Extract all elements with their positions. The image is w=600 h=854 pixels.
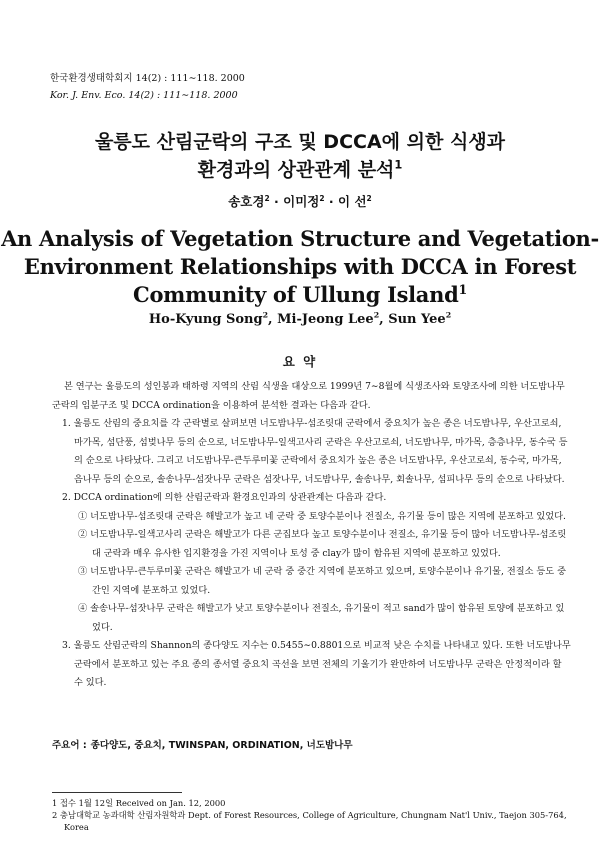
- title-korean-line2: 환경과의 상관관계 분석$^1$: [197, 157, 403, 181]
- author-en-3: Sun Yee: [388, 312, 446, 327]
- authors-english: Ho-Kyung Song$^2$, Mi-Jeong Lee$^2$, Sun Yee$^2$: [148, 310, 452, 327]
- journal-citation-en: Kor. J. Env. Eco. 14(2) : 111∼118. 2000: [50, 90, 238, 101]
- abstract-body: [52, 378, 572, 693]
- keywords: [52, 737, 353, 751]
- title-english-line2: Environment Relationships with DCCA in Forest: [23, 254, 577, 279]
- abstract-subitem-1: ① 너도밤나무-섬조릿대 군락은 해발고가 높고 네 군락 중 토양수분이나 전질소, 유기물 등이 많은 지역에 분포하고 있었다.: [78, 510, 566, 522]
- footnote-divider: [52, 792, 182, 793]
- footnotes: [52, 797, 582, 833]
- title-en-footnote-marker: 1: [458, 282, 467, 297]
- footnote-1: 1 접수 1월 12일 Received on Jan. 12, 2000: [52, 798, 226, 808]
- journal-citation-ko: 한국환경생태학회지 14(2) : 111∼118. 2000: [50, 73, 245, 84]
- abstract-intro: 본 연구는 울릉도의 성인봉과 태하령 지역의 산림 식생을 대상으로 1999년 7∼8월에 식생조사와 토양조사에 의한 너도밤나무 군락의 임분구조 및 DCCA ordination을 이용하여 분석한 결과는 다음과 같다.: [52, 381, 565, 411]
- keywords-text: 종다양도, 중요치, TWINSPAN, ORDINATION, 너도밤나무: [90, 740, 353, 751]
- author-ko-3: 이 선: [338, 194, 367, 209]
- author-ko-3-affil: 2: [366, 193, 372, 203]
- abstract-subitem-2: ② 너도밤나무-일색고사리 군락은 해발고가 다른 군집보다 높고 토양수분이나 전질소, 유기물 등이 많아 너도밤나무-섬조릿대 군락과 매우 유사한 입지환경을 가진 지역이나 토성 중 clay가 많이 함유된 지역에 분포하고 있었다.: [78, 529, 567, 559]
- journal-header: [50, 70, 245, 104]
- title-english-line1: An Analysis of Vegetation Structure and Vegetation-: [1, 226, 599, 251]
- abstract-subitem-4: ④ 솔송나무-섬잣나무 군락은 해발고가 낮고 토양수분이나 전질소, 유기물이 적고 sand가 많이 함유된 토양에 분포하고 있었다.: [78, 603, 565, 633]
- abstract-item-1: 1. 울릉도 산림의 중요치를 각 군락별로 살펴보면 너도밤나무-섬조릿대 군락에서 중요치가 높은 종은 너도밤나무, 우산고로쇠, 마가목, 섬단풍, 섬벚나무 등의 순으로, 너도밤나무-일색고사리 군락은 우산고로쇠, 너도밤나무, 마가목, 층층나무, 동수국 등의 순으로 나타났다. 그리고 너도밤나무-큰두루미꽃 군락에서 중요치가 높은 종은 너도밤나무, 우산고로쇠, 동수국, 마가목, 음나무 등의 순으로, 솔송나무-섬잣나무 군락은 섬잣나무, 너도밤나무, 솔송나무, 회솔나무, 섬피나무 등의 순으로 나타났다.: [62, 418, 568, 485]
- title-korean: [0, 128, 600, 184]
- title-korean-line1: 울릉도 산림군락의 구조 및 DCCA에 의한 식생과: [94, 131, 506, 153]
- author-ko-1-affil: 2: [264, 193, 270, 203]
- abstract-item-2: 2. DCCA ordination에 의한 산림군락과 환경요인과의 상관관계는 다음과 같다.: [62, 492, 387, 503]
- author-ko-1: 송호경: [228, 194, 265, 209]
- title-footnote-marker: 1: [394, 157, 403, 172]
- title-english-line3: Community of Ullung Island$^1$: [133, 282, 467, 307]
- author-en-2: Mi-Jeong Lee: [277, 312, 374, 327]
- abstract-subitem-3: ③ 너도밤나무-큰두루미꽃 군락은 해발고가 네 군락 중 중간 지역에 분포하고 있으며, 토양수분이나 유기물, 전질소 등도 중간인 지역에 분포하고 있었다.: [78, 566, 566, 596]
- abstract-item-3: 3. 울릉도 산림군락의 Shannon의 종다양도 지수는 0.5455∼0.8801으로 비교적 낮은 수치를 나타내고 있다. 또한 너도밤나무 군락에서 분포하고 있는 주요 종의 종서열 중요치 곡선을 보면 전체의 기울기가 완만하여 너도밤나무 군락은 안정적이라 할 수 있다.: [62, 640, 571, 688]
- authors-korean: 송호경$^2$ · 이미정$^2$ · 이 선$^2$: [228, 193, 372, 209]
- author-ko-2: 이미정: [283, 194, 320, 209]
- footnote-2: 2 충남대학교 농과대학 산림자원학과 Dept. of Forest Resources, College of Agriculture, Chungnam Nat'l Univ., Taejon 305-764, Korea: [52, 810, 567, 832]
- author-en-1: Ho-Kyung Song: [148, 312, 263, 327]
- keywords-label: 주요어 :: [52, 740, 87, 751]
- title-english: [0, 225, 600, 309]
- abstract-heading: 요 약: [282, 354, 318, 369]
- author-ko-2-affil: 2: [319, 193, 325, 203]
